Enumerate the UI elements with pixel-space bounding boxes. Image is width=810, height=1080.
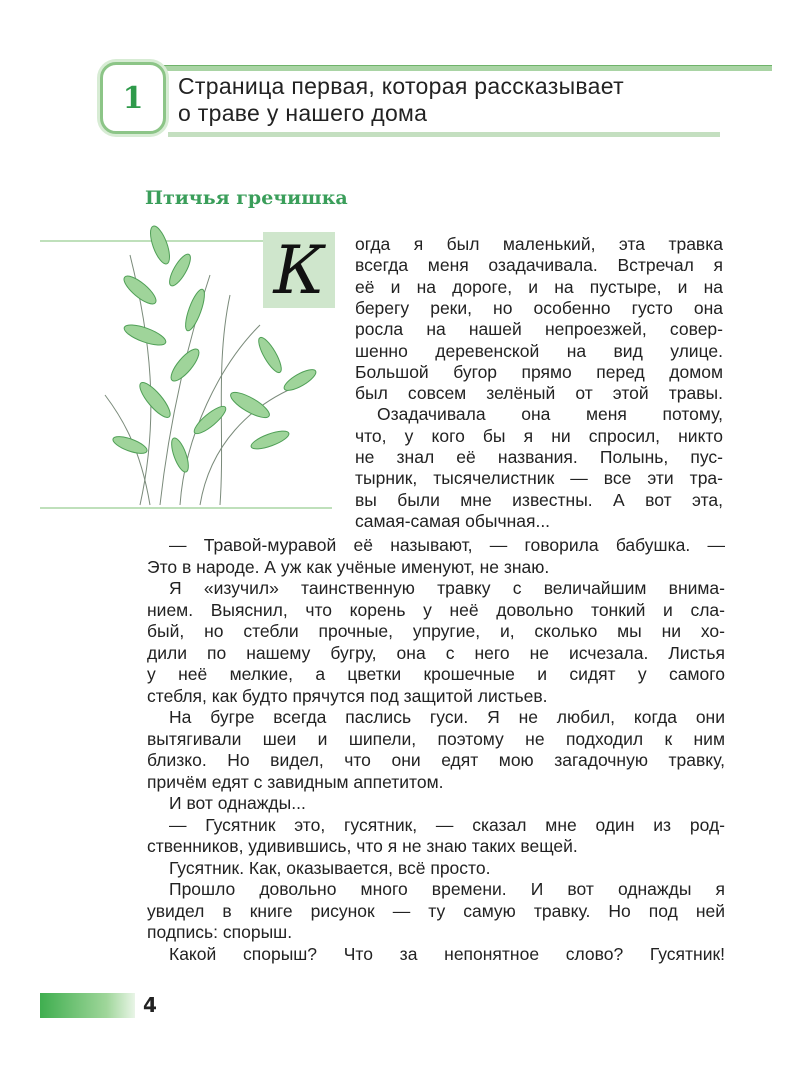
text-line: самая-самая обычная... [355, 510, 551, 531]
text-line: — Травой-муравой её называют, — говорила бабушка. — [169, 535, 725, 555]
text-line: вы были мне известны. А вот эта, [355, 489, 723, 510]
text-line: бый, но стебли прочные, упругие, и, сколько мы ни хо- [147, 621, 725, 641]
text-line: Озадачивала она меня потому, [377, 404, 723, 425]
text-line: Гусятник. Как, оказывается, всё просто. [169, 857, 491, 878]
text-line: не знал её названия. Полынь, пус- [355, 447, 723, 467]
chapter-title-line: о траве у нашего дома [178, 100, 428, 126]
page-number: 4 [143, 993, 157, 1017]
text-line: — Гусятник это, гусятник, — сказал мне один из род- [169, 814, 725, 835]
footer-bar [40, 993, 135, 1018]
text-line: увидел в книге рисунок — ту самую травку. Но под ней [147, 900, 725, 921]
text-line: Я «изучил» таинственную травку с величайшим внима- [169, 578, 725, 598]
text-line: нием. Выяснил, что корень у неё довольно тонкий и сла- [147, 599, 725, 620]
text-line: И вот однажды... [169, 793, 306, 813]
section-heading: Птичья гречишка [145, 187, 348, 209]
chapter-title-line: Страница первая, которая рассказывает [178, 73, 624, 99]
text-line: Прошло довольно много времени. И вот однажды я [169, 879, 725, 899]
chapter-number-badge: 1 [100, 62, 166, 134]
text-line: шенно деревенской на вид улице. [355, 340, 723, 361]
text-line: был совсем зелёный от этой травы. [355, 383, 723, 404]
text-line: всегда меня озадачивала. Встречал я [355, 255, 723, 276]
header-top-rule [160, 65, 772, 71]
header-bottom-rule [168, 132, 720, 137]
text-line: берегу реки, но особенно густо она [355, 297, 723, 318]
text-line: вытягивали шеи и шипели, поэтому не подходил к ним [147, 728, 725, 749]
text-line: тырник, тысячелистник — все эти тра- [355, 468, 723, 489]
text-line: стебля, как будто прячутся под защитой листьев. [147, 685, 548, 706]
text-line: близко. Но видел, что они едят мою загадочную травку, [147, 750, 725, 770]
text-line: росла на нашей непроезжей, совер- [355, 319, 723, 340]
text-line: огда я был маленький, эта травка [355, 234, 723, 254]
text-line: На бугре всегда паслись гуси. Я не любил, когда они [169, 707, 725, 727]
text-line: у неё мелкие, а цветки крошечные и сидят у самого [147, 664, 725, 684]
text-line: причём едят с завидным аппетитом. [147, 771, 444, 792]
text-line: дили по нашему бугру, она с него не исчезала. Листья [147, 642, 725, 663]
text-line: ственников, удивившись, что я не знаю таких вещей. [147, 836, 578, 856]
text-line: подпись: спорыш. [147, 922, 293, 942]
drop-cap: К [263, 232, 335, 308]
text-line: что, у кого бы я ни спросил, никто [355, 425, 723, 446]
text-line: Большой бугор прямо перед домом [355, 361, 723, 382]
text-line: её и на дороге, и на пустыре, и на [355, 276, 723, 297]
chapter-title [178, 73, 624, 127]
text-line: Это в народе. А уж как учёные именуют, не знаю. [147, 556, 550, 577]
text-line: Какой спорыш? Что за непонятное слово? Гусятник! [169, 943, 725, 964]
